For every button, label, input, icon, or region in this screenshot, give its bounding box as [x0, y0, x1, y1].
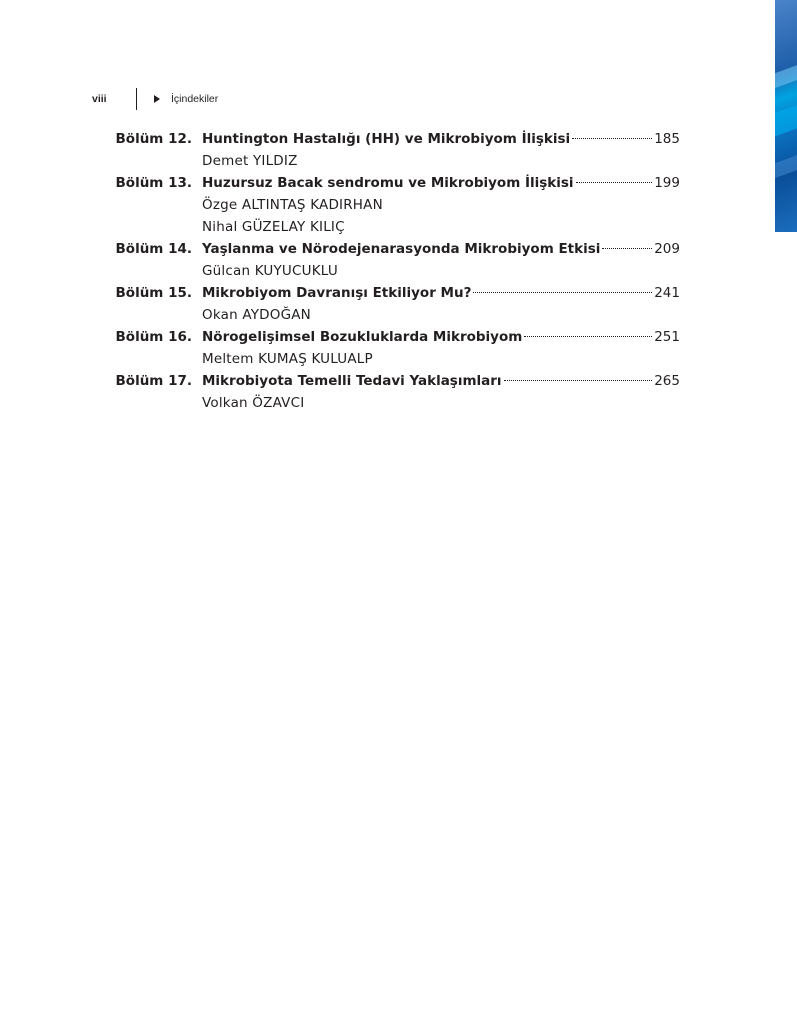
chapter-title: Mikrobiyota Temelli Tedavi Yaklaşımları	[202, 373, 502, 389]
chapter-title-row	[202, 128, 680, 150]
chapter-number: Bölüm 15.	[115, 285, 192, 301]
toc-entry[interactable]	[100, 172, 680, 238]
triangle-marker-icon	[154, 95, 160, 103]
section-title: İçindekiler	[171, 93, 219, 105]
chapter-number: Bölüm 16.	[115, 329, 192, 345]
header-divider	[136, 88, 137, 110]
chapter-author: Özge ALTINTAŞ KADIRHAN	[202, 197, 383, 213]
page-reference: 185	[654, 131, 680, 147]
page-reference: 241	[654, 285, 680, 301]
chapter-title: Mikrobiyom Davranışı Etkiliyor Mu?	[202, 285, 472, 301]
chapter-title-row	[202, 326, 680, 348]
edge-tab-band	[775, 104, 797, 138]
toc-entry[interactable]	[100, 282, 680, 326]
edge-color-tab	[775, 0, 797, 232]
chapter-title-row	[202, 282, 680, 304]
chapter-author: Gülcan KUYUCUKLU	[202, 263, 338, 279]
page-number: viii	[92, 93, 107, 105]
dot-leader	[602, 247, 652, 249]
chapter-title: Yaşlanma ve Nörodejenarasyonda Mikrobiyom Etkisi	[202, 241, 601, 257]
dot-leader	[473, 291, 652, 293]
chapter-title: Huzursuz Bacak sendromu ve Mikrobiyom İlişkisi	[202, 175, 574, 191]
page-reference: 199	[654, 175, 680, 191]
dot-leader	[504, 379, 653, 381]
chapter-title: Nörogelişimsel Bozukluklarda Mikrobiyom	[202, 329, 523, 345]
toc-entry[interactable]	[100, 128, 680, 172]
dot-leader	[524, 335, 652, 337]
chapter-number: Bölüm 14.	[115, 241, 192, 257]
toc-line	[100, 370, 680, 392]
toc-line	[100, 238, 680, 260]
chapter-number: Bölüm 17.	[115, 373, 192, 389]
page-reference: 251	[654, 329, 680, 345]
page-reference: 209	[654, 241, 680, 257]
toc-line	[100, 326, 680, 348]
chapter-author: Meltem KUMAŞ KULUALP	[202, 351, 373, 367]
toc-entry[interactable]	[100, 370, 680, 414]
dot-leader	[572, 137, 652, 139]
chapter-title-row	[202, 172, 680, 194]
chapter-title-row	[202, 238, 680, 260]
edge-tab-band	[775, 64, 797, 91]
chapter-author: Demet YILDIZ	[202, 153, 298, 169]
toc-line	[100, 282, 680, 304]
toc-entry[interactable]	[100, 238, 680, 282]
table-of-contents	[100, 128, 680, 414]
chapter-number: Bölüm 13.	[115, 175, 192, 191]
chapter-author: Volkan ÖZAVCI	[202, 395, 305, 411]
page-reference: 265	[654, 373, 680, 389]
edge-tab-band	[775, 154, 797, 181]
toc-entry[interactable]	[100, 326, 680, 370]
chapter-author: Nihal GÜZELAY KILIÇ	[202, 219, 345, 235]
chapter-author: Okan AYDOĞAN	[202, 307, 311, 323]
chapter-title: Huntington Hastalığı (HH) ve Mikrobiyom İlişkisi	[202, 131, 571, 147]
toc-line	[100, 172, 680, 194]
toc-line	[100, 128, 680, 150]
chapter-title-row	[202, 370, 680, 392]
chapter-number: Bölüm 12.	[115, 131, 192, 147]
dot-leader	[576, 181, 653, 183]
